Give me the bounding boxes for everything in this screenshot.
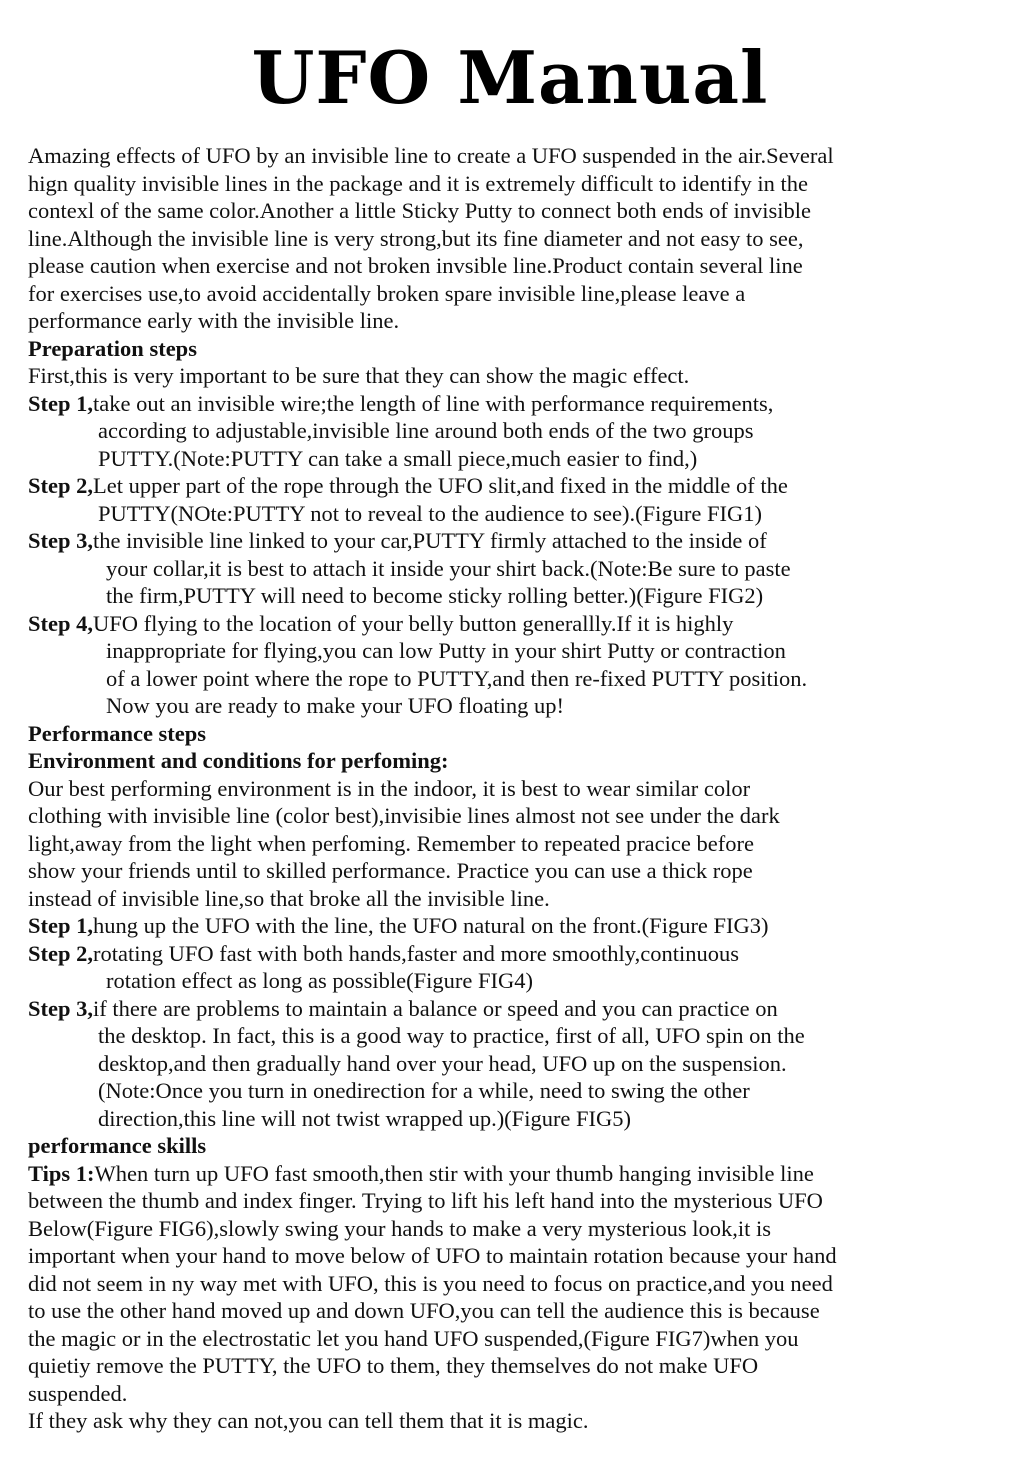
text-line bbox=[28, 1380, 1003, 1408]
text-line bbox=[28, 280, 1003, 308]
text-line bbox=[28, 390, 1003, 418]
line-text: for exercises use,to avoid accidentally broken spare invisible line,please leave a bbox=[28, 280, 746, 306]
text-line bbox=[28, 775, 1003, 803]
line-text: UFO flying to the location of your belly button generallly.If it is highly bbox=[93, 610, 734, 636]
line-text: hign quality invisible lines in the package and it is extremely difficult to identify in the bbox=[28, 170, 809, 196]
manual-body bbox=[28, 142, 1003, 1435]
line-text: Our best performing environment is in the indoor, it is best to wear similar color bbox=[28, 775, 751, 801]
line-text: did not seem in ny way met with UFO, this is you need to focus on practice,and you need bbox=[28, 1270, 833, 1296]
line-text: clothing with invisible line (color best),invisibie lines almost not see under the dark bbox=[28, 803, 780, 828]
text-line bbox=[28, 582, 1003, 610]
step-label: Tips 1: bbox=[28, 1160, 95, 1186]
text-line bbox=[28, 1352, 1003, 1380]
text-line bbox=[28, 1215, 1003, 1243]
text-line bbox=[28, 610, 1003, 638]
line-text: performance skills bbox=[28, 1133, 207, 1158]
text-line bbox=[28, 142, 1003, 170]
line-text: your collar,it is best to attach it inside your shirt back.(Note:Be sure to paste bbox=[106, 555, 791, 581]
line-text: light,away from the light when perfoming. Remember to repeated pracice before bbox=[28, 830, 754, 856]
step-label: Step 3, bbox=[28, 995, 94, 1021]
text-line bbox=[28, 830, 1003, 858]
step-label: Step 4, bbox=[28, 610, 94, 636]
text-line bbox=[28, 225, 1003, 253]
line-text: quietiy remove the PUTTY, the UFO to them, they themselves do not make UFO bbox=[28, 1353, 759, 1378]
text-line bbox=[28, 637, 1003, 665]
line-text: the firm,PUTTY will need to become sticky rolling better.)(Figure FIG2) bbox=[106, 583, 764, 608]
line-text: show your friends until to skilled performance. Practice you can use a thick rope bbox=[28, 858, 753, 883]
text-line bbox=[28, 445, 1003, 473]
text-line bbox=[28, 1325, 1003, 1353]
line-text: Environment and conditions for perfoming: bbox=[28, 748, 449, 773]
text-line bbox=[28, 995, 1003, 1023]
text-line bbox=[28, 967, 1003, 995]
text-line bbox=[28, 362, 1003, 390]
text-line bbox=[28, 170, 1003, 198]
line-text: important when your hand to move below of UFO to maintain rotation because your hand bbox=[28, 1243, 837, 1268]
text-line bbox=[28, 472, 1003, 500]
step-label: Step 3, bbox=[28, 528, 94, 553]
line-text: inappropriate for flying,you can low Putty in your shirt Putty or contraction bbox=[106, 638, 786, 663]
text-line bbox=[28, 912, 1003, 940]
section-heading bbox=[28, 720, 1003, 748]
line-text: PUTTY(NOte:PUTTY not to reveal to the audience to see).(Figure FIG1) bbox=[98, 500, 762, 526]
line-text: take out an invisible wire;the length of line with performance requirements, bbox=[93, 390, 774, 416]
text-line bbox=[28, 1105, 1003, 1133]
text-line bbox=[28, 802, 1003, 830]
text-line bbox=[28, 857, 1003, 885]
line-text: the desktop. In fact, this is a good way to practice, first of all, UFO spin on the bbox=[98, 1023, 805, 1048]
line-text: (Note:Once you turn in onedirection for a while, need to swing the other bbox=[98, 1078, 750, 1103]
text-line bbox=[28, 1270, 1003, 1298]
text-line bbox=[28, 1297, 1003, 1325]
line-text: When turn up UFO fast smooth,then stir with your thumb hanging invisible line bbox=[94, 1160, 814, 1186]
line-text: Now you are ready to make your UFO floating up! bbox=[106, 693, 565, 718]
text-line bbox=[28, 1160, 1003, 1188]
text-line bbox=[28, 1077, 1003, 1105]
line-text: contexl of the same color.Another a little Sticky Putty to connect both ends of invisible bbox=[28, 198, 811, 223]
step-label: Step 1, bbox=[28, 913, 94, 938]
line-text: according to adjustable,invisible line around both ends of the two groups bbox=[98, 418, 754, 443]
line-text: suspended. bbox=[28, 1380, 128, 1406]
text-line bbox=[28, 1022, 1003, 1050]
line-text: If they ask why they can not,you can tell them that it is magic. bbox=[28, 1408, 589, 1433]
page-title: UFO Manual bbox=[251, 35, 769, 120]
text-line bbox=[28, 1242, 1003, 1270]
text-line bbox=[28, 307, 1003, 335]
line-text: performance early with the invisible line. bbox=[28, 308, 400, 333]
line-text: Preparation steps bbox=[28, 335, 197, 361]
line-text: Below(Figure FIG6),slowly swing your hands to make a very mysterious look,it is bbox=[28, 1215, 772, 1241]
text-line bbox=[28, 692, 1003, 720]
text-line bbox=[28, 197, 1003, 225]
line-text: to use the other hand moved up and down UFO,you can tell the audience this is because bbox=[28, 1298, 820, 1323]
line-text: Performance steps bbox=[28, 720, 207, 746]
text-line bbox=[28, 252, 1003, 280]
line-text: please caution when exercise and not broken invsible line.Product contain several line bbox=[28, 253, 803, 278]
line-text: Amazing effects of UFO by an invisible line to create a UFO suspended in the air.Several bbox=[28, 143, 834, 168]
section-heading bbox=[28, 1132, 1003, 1160]
text-line bbox=[28, 940, 1003, 968]
line-text: instead of invisible line,so that broke all the invisible line. bbox=[28, 885, 550, 911]
line-text: First,this is very important to be sure that they can show the magic effect. bbox=[28, 363, 690, 388]
step-label: Step 1, bbox=[28, 390, 94, 416]
text-line bbox=[28, 1050, 1003, 1078]
line-text: if there are problems to maintain a balance or speed and you can practice on bbox=[93, 995, 778, 1021]
line-text: PUTTY.(Note:PUTTY can take a small piece,much easier to find,) bbox=[98, 445, 698, 471]
line-text: the invisible line linked to your car,PUTTY firmly attached to the inside of bbox=[93, 528, 767, 553]
text-line bbox=[28, 500, 1003, 528]
text-line bbox=[28, 555, 1003, 583]
text-line bbox=[28, 885, 1003, 913]
line-text: direction,this line will not twist wrapped up.)(Figure FIG5) bbox=[98, 1105, 632, 1131]
text-line bbox=[28, 1187, 1003, 1215]
text-line bbox=[28, 417, 1003, 445]
step-label: Step 2, bbox=[28, 940, 94, 966]
section-heading bbox=[28, 747, 1003, 775]
text-line bbox=[28, 665, 1003, 693]
line-text: rotation effect as long as possible(Figure FIG4) bbox=[106, 968, 533, 993]
line-text: between the thumb and index finger. Trying to lift his left hand into the mysterious UFO bbox=[28, 1188, 823, 1213]
line-text: desktop,and then gradually hand over your head, UFO up on the suspension. bbox=[98, 1050, 787, 1076]
line-text: hung up the UFO with the line, the UFO natural on the front.(Figure FIG3) bbox=[93, 913, 769, 938]
step-label: Step 2, bbox=[28, 473, 94, 498]
text-line bbox=[28, 1407, 1003, 1435]
line-text: Let upper part of the rope through the UFO slit,and fixed in the middle of the bbox=[93, 473, 788, 498]
section-heading bbox=[28, 335, 1003, 363]
line-text: of a lower point where the rope to PUTTY,and then re-fixed PUTTY position. bbox=[106, 665, 808, 691]
line-text: the magic or in the electrostatic let you hand UFO suspended,(Figure FIG7)when you bbox=[28, 1325, 799, 1351]
line-text: rotating UFO fast with both hands,faster and more smoothly,continuous bbox=[93, 940, 739, 966]
text-line bbox=[28, 527, 1003, 555]
line-text: line.Although the invisible line is very strong,but its fine diameter and not easy to see, bbox=[28, 225, 804, 251]
